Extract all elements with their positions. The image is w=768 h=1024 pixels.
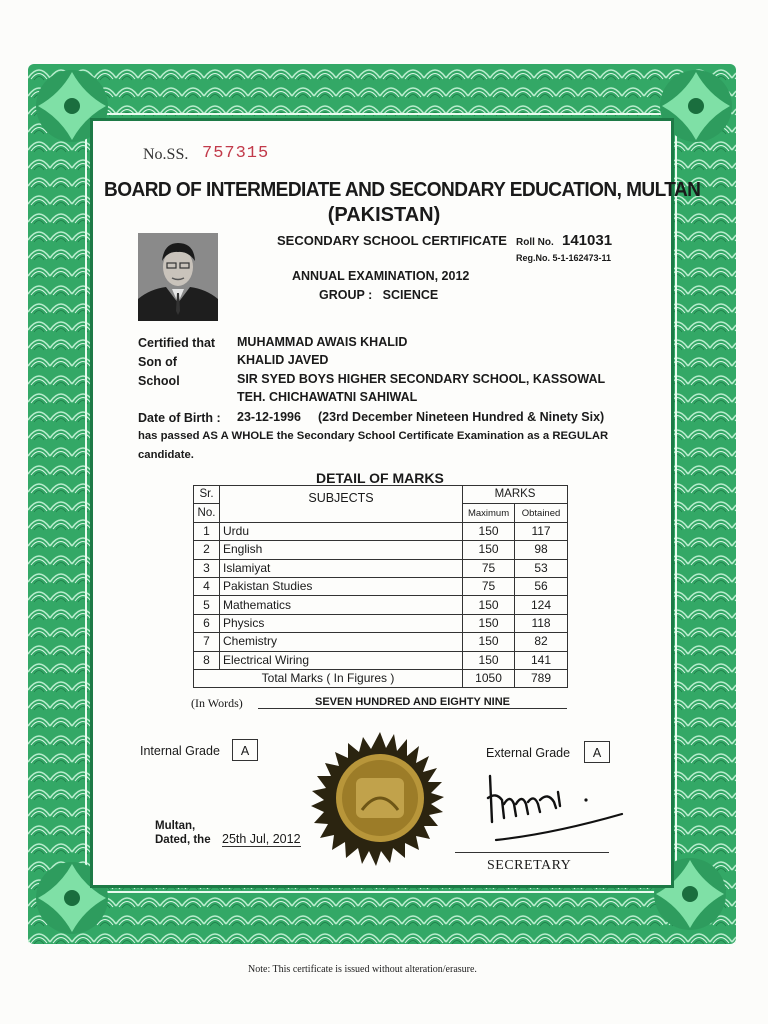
- row-max: 150: [463, 614, 515, 632]
- signature-line: [455, 852, 609, 853]
- serial-label: No.SS.: [143, 146, 189, 163]
- issue-date: 25th Jul, 2012: [222, 832, 301, 846]
- certified-label: Certified that: [138, 336, 216, 350]
- total-obtained: 789: [515, 669, 568, 687]
- row-obtained: 82: [515, 633, 568, 651]
- header-subjects: SUBJECTS: [219, 486, 462, 523]
- table-row: [194, 559, 568, 577]
- row-subject: Mathematics: [219, 596, 462, 614]
- son-of-label: Son of: [138, 355, 177, 369]
- header-marks: MARKS: [463, 486, 568, 504]
- total-label: Total Marks ( In Figures ): [194, 669, 463, 687]
- marks-title: DETAIL OF MARKS: [316, 470, 444, 486]
- secretary-label: SECRETARY: [487, 858, 572, 873]
- marks-table: [193, 485, 568, 688]
- row-obtained: 98: [515, 541, 568, 559]
- header-sr: Sr.: [194, 486, 220, 504]
- row-obtained: 56: [515, 577, 568, 595]
- row-sr: 1: [194, 522, 220, 540]
- dob-words: (23rd December Nineteen Hundred & Ninety Six): [318, 410, 605, 424]
- row-obtained: 141: [515, 651, 568, 669]
- row-obtained: 53: [515, 559, 568, 577]
- passed-statement-end: candidate.: [138, 449, 194, 461]
- row-obtained: 124: [515, 596, 568, 614]
- roll-number: 141031: [562, 232, 613, 249]
- dated-label: Dated, the: [155, 834, 211, 846]
- board-title: BOARD OF INTERMEDIATE AND SECONDARY EDUCATION, MULTAN: [104, 178, 701, 201]
- dob-label: Date of Birth :: [138, 411, 221, 425]
- roll-label: Roll No.: [516, 237, 554, 248]
- dob-value: 23-12-1996: [237, 410, 301, 424]
- row-max: 150: [463, 541, 515, 559]
- school-label: School: [138, 374, 180, 388]
- passed-statement: has passed AS A WHOLE the Secondary School Certificate Examination as a REGULAR: [138, 430, 609, 442]
- row-max: 150: [463, 651, 515, 669]
- row-sr: 8: [194, 651, 220, 669]
- row-subject: English: [219, 541, 462, 559]
- internal-grade-label: Internal Grade: [140, 744, 220, 758]
- row-max: 150: [463, 633, 515, 651]
- group-value: SCIENCE: [382, 288, 439, 302]
- certificate-title: SECONDARY SCHOOL CERTIFICATE: [277, 233, 507, 248]
- row-max: 150: [463, 522, 515, 540]
- row-sr: 6: [194, 614, 220, 632]
- table-row: [194, 633, 568, 651]
- row-sr: 3: [194, 559, 220, 577]
- internal-grade-box: A: [232, 739, 258, 761]
- table-row: [194, 651, 568, 669]
- table-row: [194, 522, 568, 540]
- group-line: [319, 288, 438, 302]
- row-sr: 5: [194, 596, 220, 614]
- row-subject: Urdu: [219, 522, 462, 540]
- serial-number: 757315: [202, 144, 270, 163]
- gold-seal-icon: [306, 730, 454, 870]
- registration-number: Reg.No. 5-1-162473-11: [516, 253, 612, 263]
- table-row: [194, 614, 568, 632]
- external-grade-box: A: [584, 741, 610, 763]
- table-row: [194, 541, 568, 559]
- table-row: [194, 596, 568, 614]
- row-sr: 2: [194, 541, 220, 559]
- total-in-words: SEVEN HUNDRED AND EIGHTY NINE: [258, 696, 567, 709]
- portrait-image: [138, 233, 218, 321]
- row-subject: Pakistan Studies: [219, 577, 462, 595]
- country-title: (PAKISTAN): [327, 204, 441, 226]
- words-label: (In Words): [191, 696, 243, 710]
- row-obtained: 117: [515, 522, 568, 540]
- total-row: [194, 669, 568, 687]
- row-subject: Chemistry: [219, 633, 462, 651]
- secretary-signature-icon: [482, 770, 632, 854]
- footer-note: Note: This certificate is issued without alteration/erasure.: [248, 964, 477, 975]
- header-no: No.: [194, 504, 220, 522]
- exam-title: ANNUAL EXAMINATION, 2012: [292, 269, 470, 283]
- header-maximum: Maximum: [463, 504, 515, 522]
- school-location: TEH. CHICHAWATNI SAHIWAL: [237, 390, 418, 404]
- header-obtained: Obtained: [515, 504, 568, 522]
- place: Multan,: [155, 820, 196, 832]
- table-row: [194, 577, 568, 595]
- father-name: KHALID JAVED: [237, 353, 329, 367]
- row-max: 75: [463, 577, 515, 595]
- row-max: 150: [463, 596, 515, 614]
- row-sr: 7: [194, 633, 220, 651]
- row-max: 75: [463, 559, 515, 577]
- row-obtained: 118: [515, 614, 568, 632]
- external-grade-label: External Grade: [486, 746, 571, 760]
- row-subject: Physics: [219, 614, 462, 632]
- candidate-photo: [138, 233, 218, 321]
- group-label: GROUP :: [319, 288, 373, 302]
- candidate-name: MUHAMMAD AWAIS KHALID: [237, 335, 408, 349]
- row-subject: Electrical Wiring: [219, 651, 462, 669]
- school-name: SIR SYED BOYS HIGHER SECONDARY SCHOOL, KASSOWAL: [237, 372, 606, 386]
- row-subject: Islamiyat: [219, 559, 462, 577]
- row-sr: 4: [194, 577, 220, 595]
- total-max: 1050: [463, 669, 515, 687]
